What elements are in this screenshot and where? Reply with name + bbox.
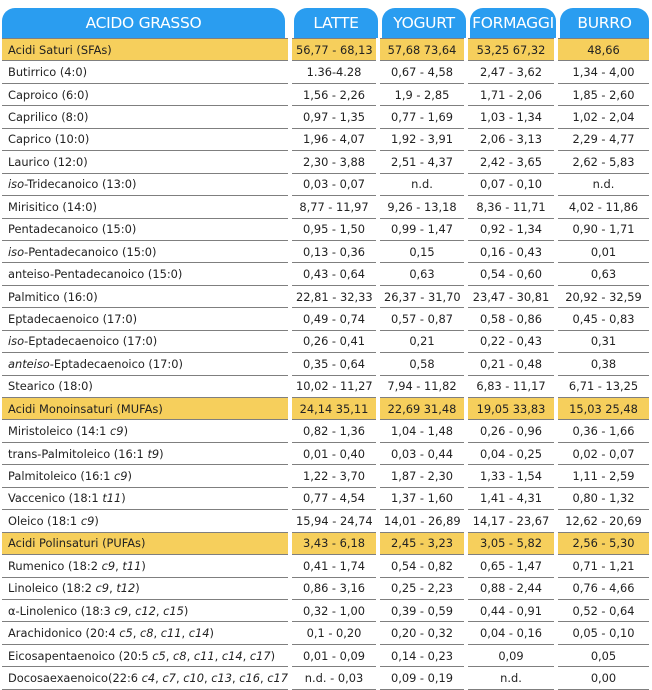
value-latte: 0,01 - 0,40: [290, 442, 378, 464]
fatty-acid-name: [2, 510, 290, 532]
table-row: [2, 465, 649, 487]
value-burro: 0,05: [556, 644, 649, 666]
table-row: [2, 442, 649, 464]
name-part: ): [94, 513, 99, 528]
name-part: ,: [203, 670, 212, 685]
fatty-acid-table: [2, 8, 649, 690]
value-yogurt: 57,68 73,64: [378, 39, 466, 61]
value-formaggi: 1,41 - 4,31: [466, 487, 556, 509]
fatty-acid-name: [2, 330, 290, 352]
value-latte: 10,02 - 11,27: [290, 375, 378, 397]
value-burro: 15,03 25,48: [556, 398, 649, 420]
value-yogurt: n.d.: [378, 173, 466, 195]
value-burro: 0,36 - 1,66: [556, 420, 649, 442]
value-formaggi: 0,04 - 0,25: [466, 442, 556, 464]
fatty-acid-name: [2, 442, 290, 464]
name-italic-part: c8: [139, 626, 154, 641]
table-row: [2, 599, 649, 621]
table-row: [2, 285, 649, 307]
name-italic-part: anteiso: [8, 356, 50, 371]
name-part: Docosaexaenoico(22:6: [8, 670, 142, 685]
value-latte: 22,81 - 32,33: [290, 285, 378, 307]
value-latte: 1,56 - 2,26: [290, 83, 378, 105]
value-latte: 0,01 - 0,09: [290, 644, 378, 666]
name-italic-part: c11: [193, 648, 215, 663]
fatty-acid-name: [2, 599, 290, 621]
table-row: [2, 577, 649, 599]
fatty-acid-name: Caprilico (8:0): [2, 106, 290, 128]
value-yogurt: 0,63: [378, 263, 466, 285]
table-row: [2, 196, 649, 218]
fatty-acid-name: [2, 622, 290, 644]
value-latte: 1.36-4.28: [290, 61, 378, 83]
value-formaggi: 1,03 - 1,34: [466, 106, 556, 128]
table-row: [2, 622, 649, 644]
value-yogurt: 0,14 - 0,23: [378, 644, 466, 666]
value-yogurt: 0,54 - 0,82: [378, 555, 466, 577]
value-burro: 0,52 - 0,64: [556, 599, 649, 621]
table-row: [2, 420, 649, 442]
value-formaggi: 2,42 - 3,65: [466, 151, 556, 173]
value-latte: 0,03 - 0,07: [290, 173, 378, 195]
value-yogurt: 2,51 - 4,37: [378, 151, 466, 173]
value-yogurt: 0,15: [378, 240, 466, 262]
value-yogurt: 1,04 - 1,48: [378, 420, 466, 442]
name-italic-part: c9: [110, 424, 124, 439]
name-part: ,: [115, 558, 123, 573]
name-italic-part: c14: [188, 626, 210, 641]
table-row: [2, 83, 649, 105]
value-latte: n.d. - 0,03: [290, 667, 378, 689]
value-formaggi: 8,36 - 11,71: [466, 196, 556, 218]
value-burro: 0,63: [556, 263, 649, 285]
header-cell-burro: [556, 8, 649, 39]
value-burro: 0,76 - 4,66: [556, 577, 649, 599]
value-burro: 1,02 - 2,04: [556, 106, 649, 128]
name-part: ,: [214, 648, 222, 663]
table-row: [2, 330, 649, 352]
table-row-group-total: [2, 532, 649, 554]
value-latte: 0,86 - 3,16: [290, 577, 378, 599]
value-formaggi: 0,04 - 0,16: [466, 622, 556, 644]
value-latte: 3,43 - 6,18: [290, 532, 378, 554]
value-burro: 0,45 - 0,83: [556, 308, 649, 330]
value-yogurt: 1,37 - 1,60: [378, 487, 466, 509]
value-burro: 0,00: [556, 667, 649, 689]
name-part: ,: [181, 626, 189, 641]
name-part: ,: [259, 670, 268, 685]
fatty-acid-name: Acidi Monoinsaturi (MUFAs): [2, 398, 290, 420]
table-row: [2, 151, 649, 173]
value-burro: 4,02 - 11,86: [556, 196, 649, 218]
name-italic-part: c9: [114, 469, 128, 484]
header-label-yogurt: YOGURT: [382, 8, 466, 38]
name-part: ): [121, 491, 126, 506]
name-italic-part: t12: [116, 581, 136, 596]
name-italic-part: c9: [80, 513, 95, 528]
name-italic-part: t11: [102, 491, 122, 506]
name-part: ,: [155, 670, 163, 685]
fatty-acid-name: Acidi Polinsaturi (PUFAs): [2, 532, 290, 554]
value-latte: 0,95 - 1,50: [290, 218, 378, 240]
name-italic-part: c12: [135, 603, 156, 618]
value-burro: 2,29 - 4,77: [556, 128, 649, 150]
name-part: α-Linolenico (18:3: [8, 603, 115, 618]
table-row-group-total: [2, 39, 649, 61]
value-yogurt: 0,25 - 2,23: [378, 577, 466, 599]
value-latte: 0,35 - 0,64: [290, 353, 378, 375]
value-formaggi: 1,33 - 1,54: [466, 465, 556, 487]
value-latte: 1,96 - 4,07: [290, 128, 378, 150]
value-yogurt: 1,92 - 3,91: [378, 128, 466, 150]
value-latte: 0,13 - 0,36: [290, 240, 378, 262]
header-cell-latte: [290, 8, 378, 39]
table-row: [2, 353, 649, 375]
table-row: [2, 128, 649, 150]
table-header-row: [2, 8, 649, 39]
value-yogurt: 0,67 - 4,58: [378, 61, 466, 83]
value-latte: 15,94 - 24,74: [290, 510, 378, 532]
value-burro: 0,90 - 1,71: [556, 218, 649, 240]
value-formaggi: 0,16 - 0,43: [466, 240, 556, 262]
name-italic-part: c9: [114, 603, 128, 618]
fatty-acid-name: [2, 420, 290, 442]
value-burro: n.d.: [556, 173, 649, 195]
table-body: [2, 39, 649, 690]
value-formaggi: 2,06 - 3,13: [466, 128, 556, 150]
header-label-burro: BURRO: [560, 8, 649, 38]
value-yogurt: 1,87 - 2,30: [378, 465, 466, 487]
value-burro: 1,85 - 2,60: [556, 83, 649, 105]
value-yogurt: 2,45 - 3,23: [378, 532, 466, 554]
name-part: -Eptadecaenoico (17:0): [49, 356, 183, 371]
value-yogurt: 22,69 31,48: [378, 398, 466, 420]
fatty-acid-name: Mirisitico (14:0): [2, 196, 290, 218]
name-italic-part: c11: [160, 626, 182, 641]
name-italic-part: c13: [211, 670, 232, 685]
name-italic-part: c9: [101, 558, 116, 573]
value-formaggi: 53,25 67,32: [466, 39, 556, 61]
name-part: -Pentadecanoico (15:0): [24, 244, 157, 259]
value-burro: 0,31: [556, 330, 649, 352]
name-part: ,: [132, 626, 140, 641]
name-part: Linoleico (18:2: [8, 581, 96, 596]
name-part: ,: [109, 581, 117, 596]
value-formaggi: 14,17 - 23,67: [466, 510, 556, 532]
value-yogurt: 7,94 - 11,82: [378, 375, 466, 397]
value-yogurt: 0,77 - 1,69: [378, 106, 466, 128]
name-italic-part: c8: [173, 648, 187, 663]
name-italic-part: iso: [8, 177, 25, 192]
table-row-group-total: [2, 398, 649, 420]
name-italic-part: c17: [249, 648, 271, 663]
fatty-acid-name: Caproico (6:0): [2, 83, 290, 105]
table-row: [2, 644, 649, 666]
fatty-acid-name: Acidi Saturi (SFAs): [2, 39, 290, 61]
fatty-acid-name: [2, 667, 290, 689]
value-yogurt: 0,21: [378, 330, 466, 352]
table-row: [2, 106, 649, 128]
value-yogurt: 0,39 - 0,59: [378, 599, 466, 621]
header-label-fatty-acid: ACIDO GRASSO: [2, 8, 285, 38]
value-latte: 0,43 - 0,64: [290, 263, 378, 285]
value-latte: 0,41 - 1,74: [290, 555, 378, 577]
name-part: Miristoleico (14:1: [8, 424, 111, 439]
value-burro: 48,66: [556, 39, 649, 61]
value-formaggi: 6,83 - 11,17: [466, 375, 556, 397]
name-part: -Eptadecaenoico (17:0): [24, 334, 158, 349]
fatty-acid-name: [2, 644, 290, 666]
value-formaggi: 0,88 - 2,44: [466, 577, 556, 599]
value-burro: 2,56 - 5,30: [556, 532, 649, 554]
value-formaggi: 1,71 - 2,06: [466, 83, 556, 105]
fatty-acid-name: Caprico (10:0): [2, 128, 290, 150]
name-italic-part: t9: [147, 446, 160, 461]
value-burro: 0,02 - 0,07: [556, 442, 649, 464]
fatty-acid-name: Stearico (18:0): [2, 375, 290, 397]
table-row: [2, 555, 649, 577]
value-latte: 56,77 - 68,13: [290, 39, 378, 61]
value-burro: 0,80 - 1,32: [556, 487, 649, 509]
value-formaggi: 0,22 - 0,43: [466, 330, 556, 352]
value-formaggi: 0,44 - 0,91: [466, 599, 556, 621]
value-formaggi: 2,47 - 3,62: [466, 61, 556, 83]
value-latte: 0,32 - 1,00: [290, 599, 378, 621]
value-burro: 1,11 - 2,59: [556, 465, 649, 487]
value-yogurt: 0,20 - 0,32: [378, 622, 466, 644]
fatty-acid-name: [2, 577, 290, 599]
table-row: [2, 240, 649, 262]
name-part: ): [270, 648, 276, 663]
name-part: Eicosapentaenoico (20:5: [8, 648, 153, 663]
name-part: ,: [186, 648, 194, 663]
fatty-acid-name: [2, 487, 290, 509]
value-formaggi: 0,92 - 1,34: [466, 218, 556, 240]
fatty-acid-name: [2, 465, 290, 487]
value-yogurt: 9,26 - 13,18: [378, 196, 466, 218]
name-part: ,: [153, 626, 161, 641]
header-label-formaggi: FORMAGGI: [470, 8, 556, 38]
name-part: ,: [242, 648, 250, 663]
name-part: ): [209, 626, 214, 641]
value-formaggi: 0,54 - 0,60: [466, 263, 556, 285]
name-part: Oleico (18:1: [8, 513, 81, 528]
value-formaggi: 0,09: [466, 644, 556, 666]
name-italic-part: c7: [162, 670, 176, 685]
value-yogurt: 14,01 - 26,89: [378, 510, 466, 532]
value-latte: 0,97 - 1,35: [290, 106, 378, 128]
value-yogurt: 0,03 - 0,44: [378, 442, 466, 464]
name-part: ,: [155, 603, 164, 618]
name-italic-part: iso: [8, 244, 25, 259]
table-row: [2, 375, 649, 397]
name-part: trans-Palmitoleico (16:1: [8, 446, 148, 461]
value-yogurt: 0,09 - 0,19: [378, 667, 466, 689]
value-latte: 1,22 - 3,70: [290, 465, 378, 487]
name-italic-part: c9: [95, 581, 110, 596]
table-row: [2, 510, 649, 532]
value-burro: 0,05 - 0,10: [556, 622, 649, 644]
table-row: [2, 218, 649, 240]
value-yogurt: 0,99 - 1,47: [378, 218, 466, 240]
name-part: ): [123, 424, 129, 439]
name-italic-part: c10: [183, 670, 204, 685]
fatty-acid-name: Palmitico (16:0): [2, 285, 290, 307]
name-part: Vaccenico (18:1: [8, 491, 103, 506]
table-row: [2, 61, 649, 83]
fatty-acid-name: Eptadecaenoico (17:0): [2, 308, 290, 330]
name-italic-part: t11: [122, 558, 142, 573]
name-part: ): [135, 581, 140, 596]
name-part: ): [183, 603, 189, 618]
value-latte: 24,14 35,11: [290, 398, 378, 420]
name-italic-part: c17: [267, 670, 288, 685]
value-latte: 0,77 - 4,54: [290, 487, 378, 509]
name-part: ): [159, 446, 164, 461]
table-row: [2, 173, 649, 195]
name-part: ,: [165, 648, 174, 663]
value-burro: 20,92 - 32,59: [556, 285, 649, 307]
value-formaggi: 19,05 33,83: [466, 398, 556, 420]
fatty-acid-name: [2, 173, 290, 195]
value-latte: 0,49 - 0,74: [290, 308, 378, 330]
name-part: -Tridecanoico (13:0): [24, 177, 137, 192]
name-italic-part: c14: [221, 648, 243, 663]
name-part: Palmitoleico (16:1: [8, 469, 115, 484]
value-formaggi: 3,05 - 5,82: [466, 532, 556, 554]
value-yogurt: 26,37 - 31,70: [378, 285, 466, 307]
value-burro: 2,62 - 5,83: [556, 151, 649, 173]
fatty-acid-name: Pentadecanoico (15:0): [2, 218, 290, 240]
value-burro: 12,62 - 20,69: [556, 510, 649, 532]
value-latte: 2,30 - 3,88: [290, 151, 378, 173]
value-formaggi: 23,47 - 30,81: [466, 285, 556, 307]
value-latte: 0,1 - 0,20: [290, 622, 378, 644]
name-italic-part: c5: [119, 626, 133, 641]
fatty-acid-name: [2, 240, 290, 262]
value-yogurt: 0,57 - 0,87: [378, 308, 466, 330]
value-formaggi: 0,65 - 1,47: [466, 555, 556, 577]
name-italic-part: c4: [141, 670, 156, 685]
name-italic-part: iso: [8, 334, 25, 349]
value-burro: 0,38: [556, 353, 649, 375]
value-latte: 0,82 - 1,36: [290, 420, 378, 442]
value-formaggi: 0,26 - 0,96: [466, 420, 556, 442]
name-part: ): [127, 469, 132, 484]
header-label-latte: LATTE: [294, 8, 378, 38]
name-italic-part: c16: [239, 670, 260, 685]
name-italic-part: c5: [152, 648, 166, 663]
fatty-acid-name: Laurico (12:0): [2, 151, 290, 173]
name-part: ,: [127, 603, 136, 618]
value-burro: 1,34 - 4,00: [556, 61, 649, 83]
value-formaggi: n.d.: [466, 667, 556, 689]
value-yogurt: 0,58: [378, 353, 466, 375]
value-burro: 0,71 - 1,21: [556, 555, 649, 577]
name-part: Rumenico (18:2: [8, 558, 102, 573]
table-row: [2, 667, 649, 689]
value-yogurt: 1,9 - 2,85: [378, 83, 466, 105]
fatty-acid-name: anteiso-Pentadecanoico (15:0): [2, 263, 290, 285]
fatty-acid-name: [2, 353, 290, 375]
name-part: ,: [175, 670, 184, 685]
table-row: [2, 487, 649, 509]
table-row: [2, 308, 649, 330]
table-row: [2, 263, 649, 285]
header-cell-formaggi: [466, 8, 556, 39]
header-cell-yogurt: [378, 8, 466, 39]
name-italic-part: c15: [163, 603, 184, 618]
header-cell-fatty-acid: [2, 8, 290, 39]
value-latte: 0,26 - 0,41: [290, 330, 378, 352]
fatty-acid-name: [2, 555, 290, 577]
value-formaggi: 0,07 - 0,10: [466, 173, 556, 195]
value-burro: 6,71 - 13,25: [556, 375, 649, 397]
value-latte: 8,77 - 11,97: [290, 196, 378, 218]
fatty-acid-name: Butirrico (4:0): [2, 61, 290, 83]
name-part: Arachidonico (20:4: [8, 626, 120, 641]
value-burro: 0,01: [556, 240, 649, 262]
value-formaggi: 0,21 - 0,48: [466, 353, 556, 375]
value-formaggi: 0,58 - 0,86: [466, 308, 556, 330]
name-part: ): [141, 558, 146, 573]
name-part: ,: [231, 670, 240, 685]
